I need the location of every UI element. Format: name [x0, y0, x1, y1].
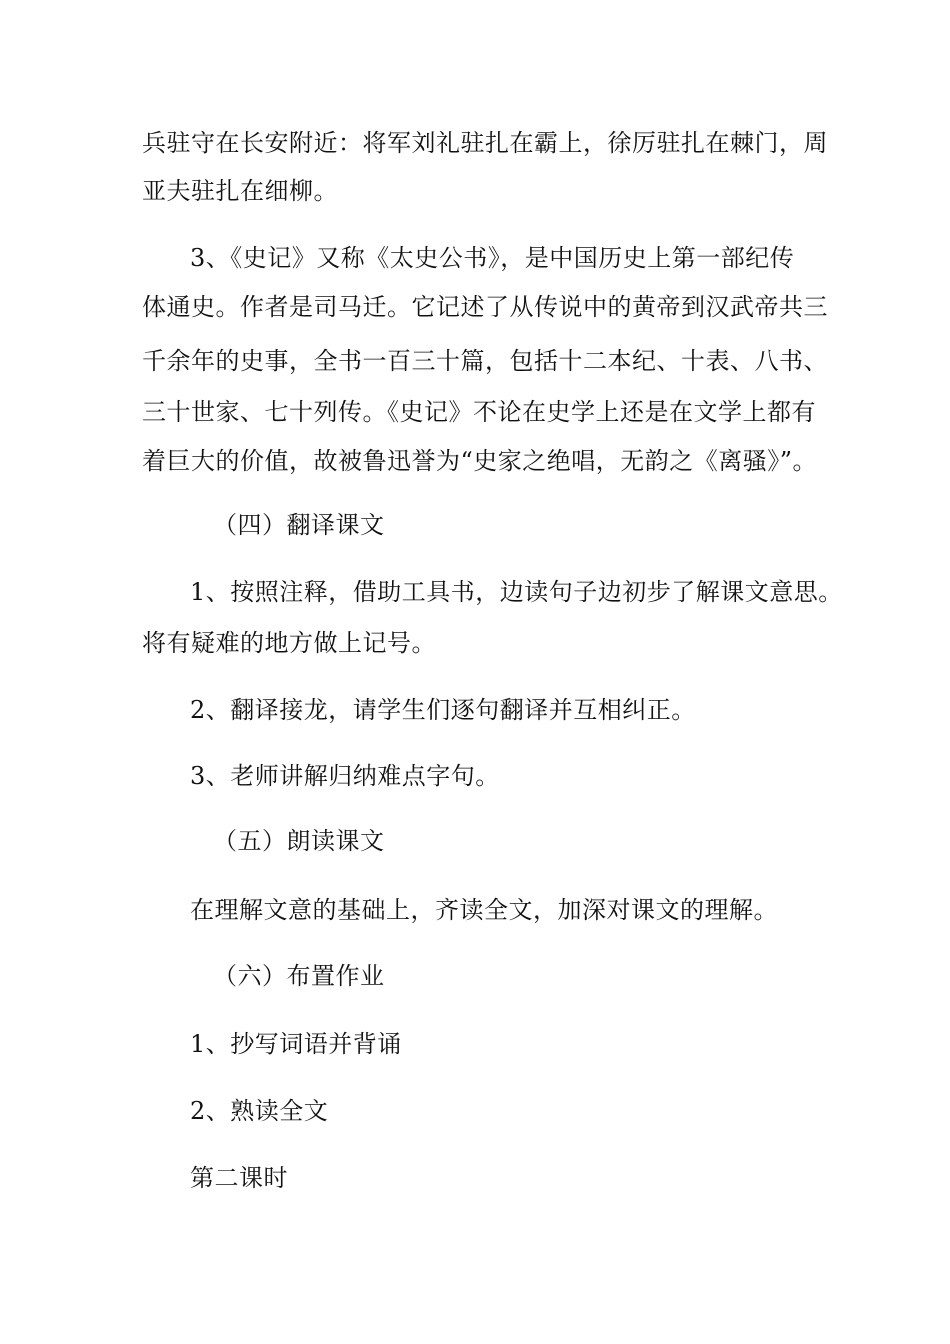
paragraph-line: 兵驻守在长安附近：将军刘礼驻扎在霸上，徐厉驻扎在棘门，周	[142, 129, 828, 157]
section-heading: （五）朗读课文	[213, 827, 385, 855]
paragraph-line: 2、翻译接龙，请学生们逐句翻译并互相纠正。	[190, 696, 696, 724]
paragraph-line: 体通史。作者是司马迁。它记述了从传说中的黄帝到汉武帝共三	[142, 293, 828, 321]
section-heading: 第二课时	[190, 1164, 288, 1192]
paragraph-line: 将有疑难的地方做上记号。	[142, 629, 436, 657]
paragraph-line: 着巨大的价值，故被鲁迅誉为“史家之绝唱，无韵之《离骚》”。	[142, 447, 818, 475]
paragraph-line: 3、老师讲解归纳难点字句。	[190, 762, 500, 790]
paragraph-line: 三十世家、七十列传。《史记》不论在史学上还是在文学上都有	[142, 398, 816, 426]
paragraph-line: 千余年的史事，全书一百三十篇，包括十二本纪、十表、八书、	[142, 347, 828, 375]
list-item: 1、抄写词语并背诵	[190, 1030, 402, 1058]
paragraph-line: 3、《史记》又称《太史公书》，是中国历史上第一部纪传	[190, 244, 795, 272]
section-heading: （六）布置作业	[213, 962, 385, 990]
section-heading: （四）翻译课文	[213, 511, 385, 539]
paragraph-line: 在理解文意的基础上，齐读全文，加深对课文的理解。	[190, 896, 778, 924]
paragraph-line: 亚夫驻扎在细柳。	[142, 177, 338, 205]
list-item: 2、熟读全文	[190, 1097, 329, 1125]
paragraph-line: 1、按照注释，借助工具书，边读句子边初步了解课文意思。	[190, 578, 843, 606]
